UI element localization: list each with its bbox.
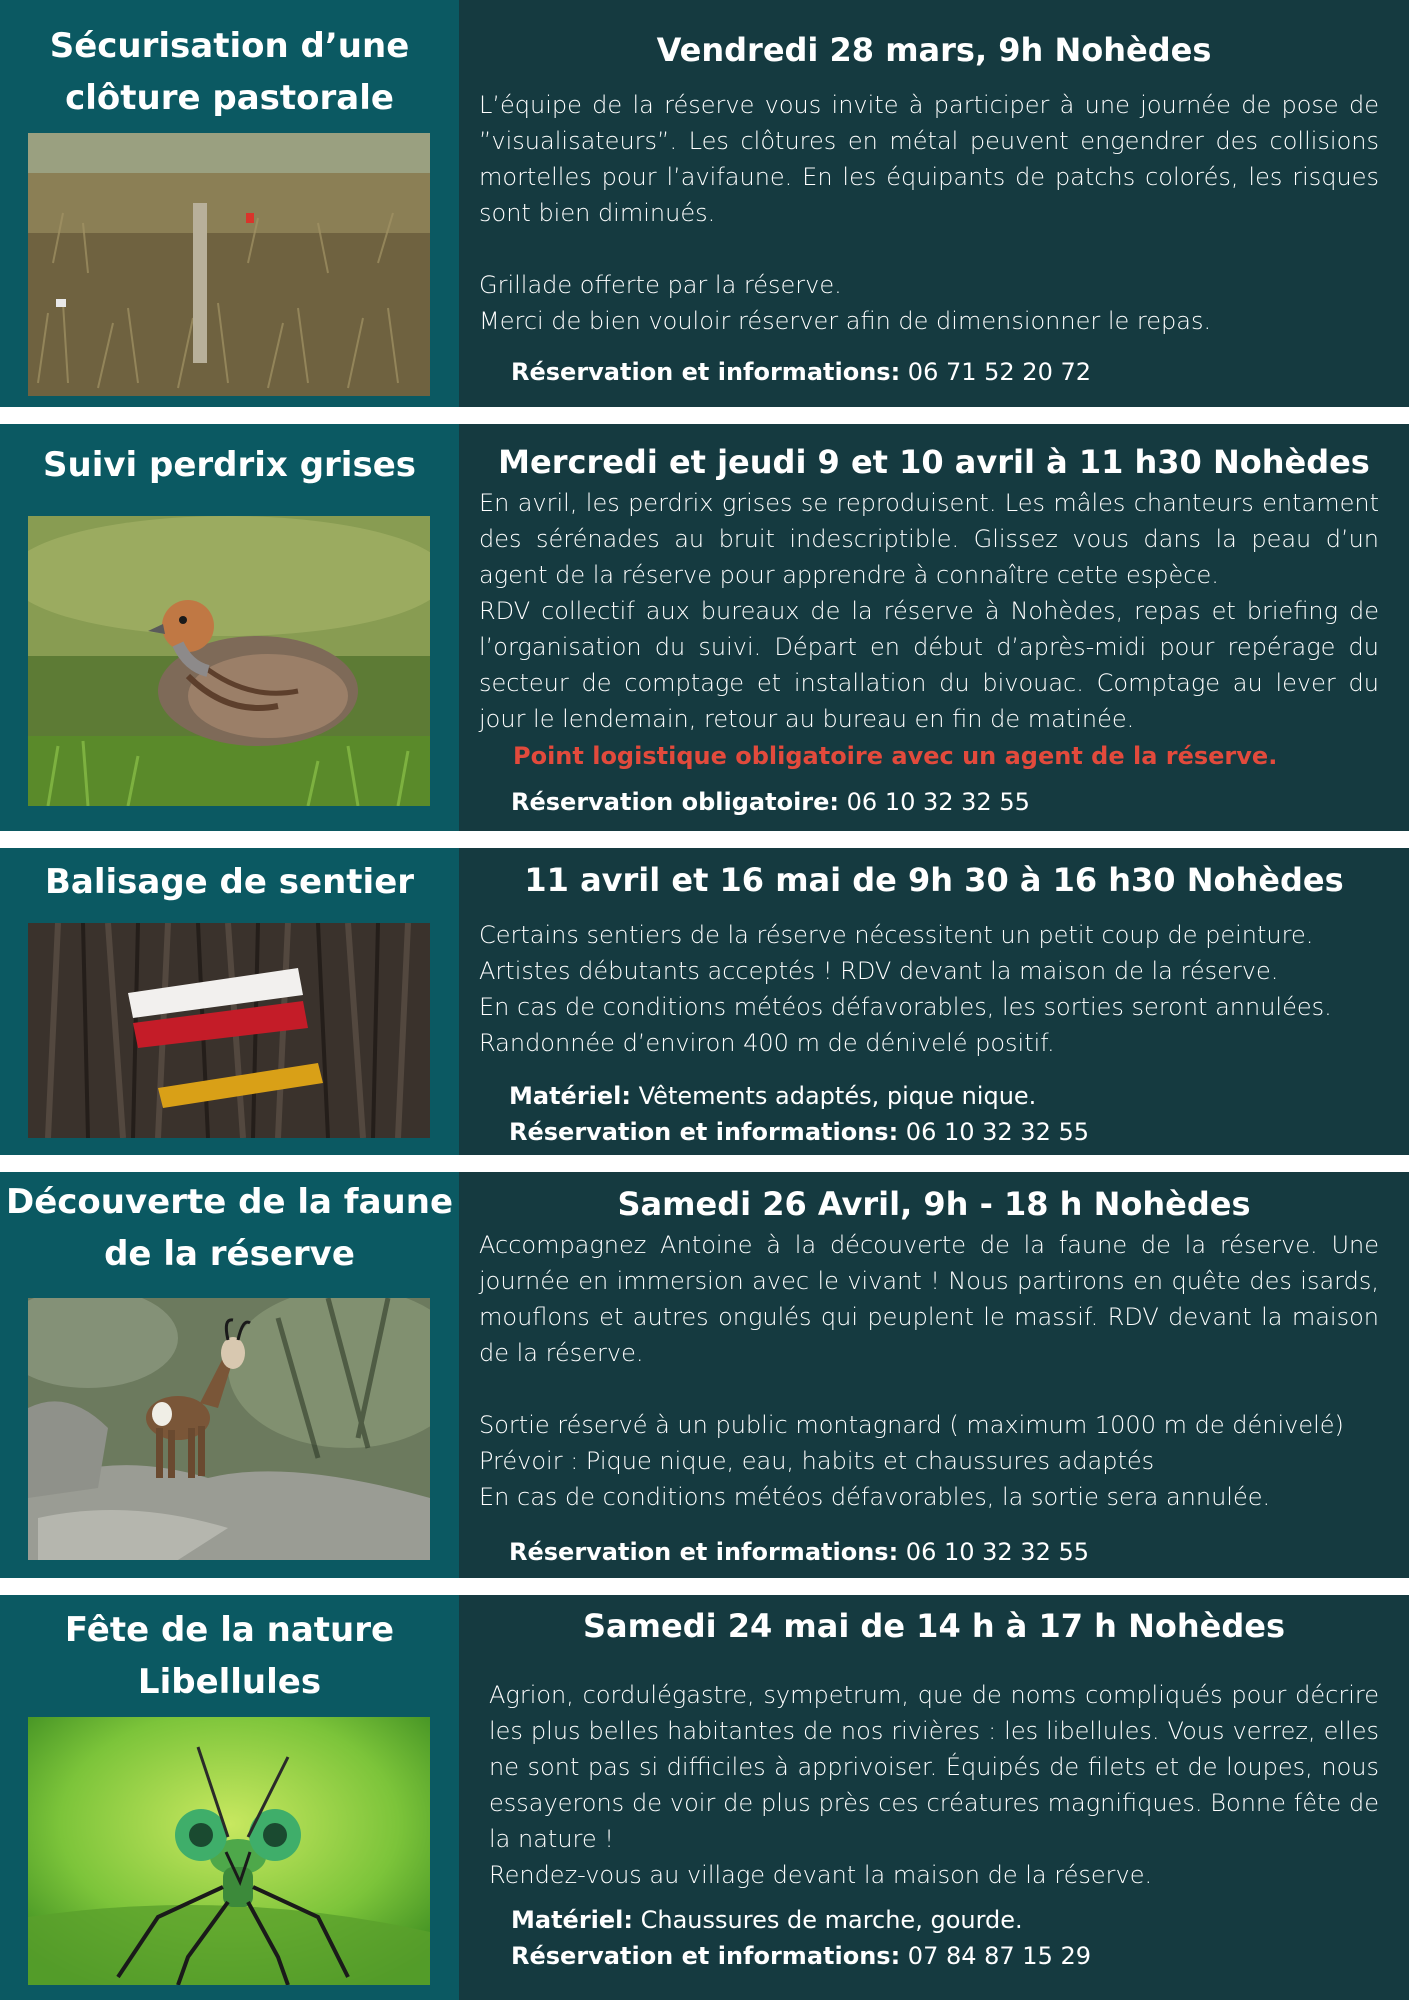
event-heading-line: Libellules xyxy=(137,1662,322,1702)
event-right-panel xyxy=(459,848,1409,1155)
desc-paragraph: Merci de bien vouloir réserver afin de dimensionner le repas. xyxy=(479,307,1212,335)
info-value: Vêtements adaptés, pique nique. xyxy=(631,1082,1037,1110)
event-heading-line: clôture pastorale xyxy=(65,78,394,118)
event-info-line xyxy=(509,1114,1379,1150)
trail-marking-tree-photo xyxy=(28,923,430,1138)
event-info-line xyxy=(511,1938,1381,1974)
event-description xyxy=(479,485,1379,737)
info-label: Réservation et informations: xyxy=(511,1942,901,1970)
spacer xyxy=(479,1371,1379,1407)
event-info-line xyxy=(511,1902,1381,1938)
event-right-panel xyxy=(459,1172,1409,1578)
desc-paragraph: En cas de conditions météos défavorables, la sortie sera annulée. xyxy=(479,1483,1271,1511)
event-card-dragonflies xyxy=(0,1595,1409,2000)
event-description xyxy=(479,1227,1379,1515)
info-label: Réservation et informations: xyxy=(511,358,901,386)
desc-paragraph: Randonnée d’environ 400 m de dénivelé positif. xyxy=(479,1029,1055,1057)
event-heading xyxy=(0,1604,459,1708)
event-right-panel xyxy=(459,1595,1409,2000)
info-value: 06 71 52 20 72 xyxy=(900,358,1092,386)
event-description xyxy=(489,1677,1379,1893)
info-label: Matériel: xyxy=(511,1906,633,1934)
info-value: Chaussures de marche, gourde. xyxy=(633,1906,1023,1934)
event-card-fauna xyxy=(0,1172,1409,1578)
info-label: Réservation obligatoire: xyxy=(511,788,840,816)
chamois-photo xyxy=(28,1298,430,1560)
event-date-title: Mercredi et jeudi 9 et 10 avril à 11 h30 Nohèdes xyxy=(498,443,1370,481)
event-heading xyxy=(0,856,459,908)
event-heading-line: Balisage de sentier xyxy=(44,862,415,902)
desc-paragraph: Grillade offerte par la réserve. xyxy=(479,271,842,299)
event-right-panel xyxy=(459,424,1409,831)
event-heading-line: Fête de la nature xyxy=(64,1610,395,1650)
spacer xyxy=(479,231,1379,267)
desc-paragraph: Prévoir : Pique nique, eau, habits et chaussures adaptés xyxy=(479,1447,1155,1475)
event-card-fence xyxy=(0,0,1409,407)
fence-post-grass-photo xyxy=(28,133,430,396)
warning-text: Point logistique obligatoire avec un agent de la réserve. xyxy=(513,742,1278,770)
event-info-line xyxy=(509,1078,1379,1114)
desc-paragraph: Agrion, cordulégastre, sympetrum, que de noms compliqués pour décrire les plus belles habitantes de nos rivières : les libellules. Vous verrez, elles ne sont pas si difficiles à apprivoiser. Équipés de filets et de loupes, nous essayerons de voir de plus près ces créatures magnifiques. Bonne fête de la nature ! xyxy=(489,1681,1379,1853)
info-label: Réservation et informations: xyxy=(509,1538,899,1566)
info-value: 06 10 32 32 55 xyxy=(839,788,1030,816)
info-label: Réservation et informations: xyxy=(509,1118,899,1146)
event-left-panel xyxy=(0,0,459,407)
damselfly-photo xyxy=(28,1717,430,1985)
desc-paragraph: En cas de conditions météos défavorables, les sorties seront annulées. xyxy=(479,993,1332,1021)
event-heading xyxy=(0,439,459,491)
info-value: 06 10 32 32 55 xyxy=(898,1118,1090,1146)
event-left-panel xyxy=(0,424,459,831)
desc-paragraph: Sortie réservé à un public montagnard ( maximum 1000 m de dénivelé) xyxy=(479,1411,1344,1439)
event-heading-line: Sécurisation d’une xyxy=(49,26,410,66)
grey-partridge-photo xyxy=(28,516,430,806)
event-left-panel xyxy=(0,1595,459,2000)
desc-paragraph: Artistes débutants acceptés ! RDV devant la maison de la réserve. xyxy=(479,957,1279,985)
info-label: Matériel: xyxy=(509,1082,631,1110)
info-value: 06 10 32 32 55 xyxy=(898,1538,1090,1566)
event-heading xyxy=(0,1176,459,1280)
desc-paragraph: Certains sentiers de la réserve nécessitent un petit coup de peinture. xyxy=(479,921,1314,949)
event-heading xyxy=(0,20,459,124)
desc-paragraph: Accompagnez Antoine à la découverte de la faune de la réserve. Une journée en immersion avec le vivant ! Nous partirons en quête des isards, mouflons et autres ongulés qui peuplent le massif. RDV devant la maison de la réserve. xyxy=(479,1231,1379,1367)
event-heading-line: Suivi perdrix grises xyxy=(43,445,416,485)
event-info-line xyxy=(511,784,1381,820)
event-date-title: Samedi 26 Avril, 9h - 18 h Nohèdes xyxy=(617,1185,1251,1223)
desc-paragraph: RDV collectif aux bureaux de la réserve à Nohèdes, repas et briefing de l’organisation du suivi. Départ en début d’après-midi pour repérage du secteur de comptage et installation du bivouac. Comptage au lever du jour le lendemain, retour au bureau en fin de matinée. xyxy=(479,597,1379,733)
event-card-trail-marking xyxy=(0,848,1409,1155)
event-left-panel xyxy=(0,1172,459,1578)
event-description xyxy=(479,87,1379,339)
event-right-panel xyxy=(459,0,1409,407)
info-value: 07 84 87 15 29 xyxy=(900,1942,1092,1970)
event-description xyxy=(479,917,1379,1061)
event-info-line xyxy=(511,354,1381,390)
event-card-partridge xyxy=(0,424,1409,831)
event-heading-line: Découverte de la faune xyxy=(5,1182,453,1222)
event-date-title: Vendredi 28 mars, 9h Nohèdes xyxy=(656,31,1212,69)
event-info-line xyxy=(509,1534,1379,1570)
event-left-panel xyxy=(0,848,459,1155)
desc-paragraph: L’équipe de la réserve vous invite à participer à une journée de pose de ”visualisateurs”. Les clôtures en métal peuvent engendrer des collisions mortelles pour l’avifaune. En les équipants de patchs colorés, les risques sont bien diminués. xyxy=(479,91,1379,227)
desc-paragraph: En avril, les perdrix grises se reproduisent. Les mâles chanteurs entament des sérénades au bruit indescriptible. Glissez vous dans la peau d’un agent de la réserve pour apprendre à connaître cette espèce. xyxy=(479,489,1379,589)
event-heading-line: de la réserve xyxy=(104,1234,355,1274)
event-date-title: Samedi 24 mai de 14 h à 17 h Nohèdes xyxy=(583,1607,1285,1645)
event-date-title: 11 avril et 16 mai de 9h 30 à 16 h30 Nohèdes xyxy=(524,861,1344,899)
desc-paragraph: Rendez-vous au village devant la maison de la réserve. xyxy=(489,1861,1153,1889)
